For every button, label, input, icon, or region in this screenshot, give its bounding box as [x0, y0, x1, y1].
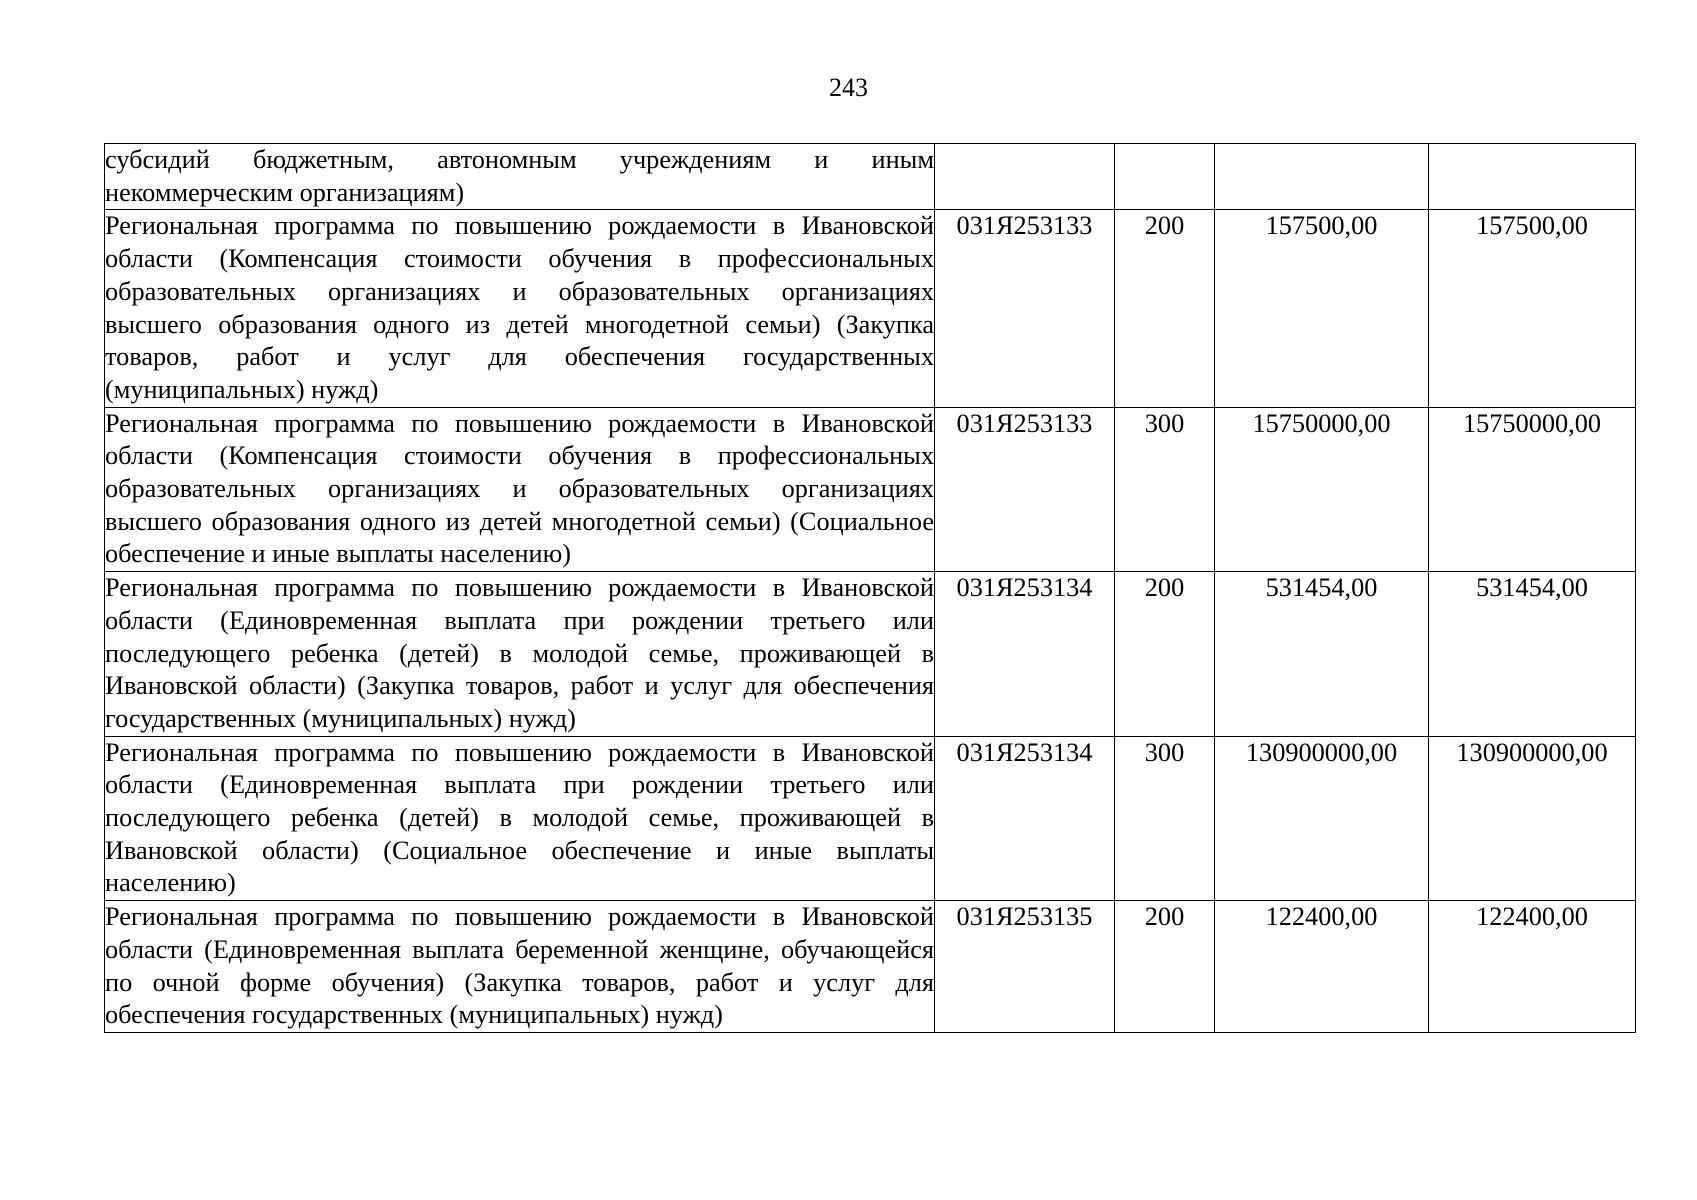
- row-code-cell: [935, 901, 1115, 1033]
- row-name: субсидий бюджетным, автономным учреждениям и иным некоммерческим организациям): [105, 145, 934, 207]
- row-kind: 200: [1144, 902, 1185, 932]
- row-sum1-cell: [1215, 736, 1429, 901]
- row-code: 031Я253135: [956, 902, 1093, 932]
- row-sum1: 15750000,00: [1252, 408, 1391, 438]
- row-name-cell: [105, 572, 935, 737]
- row-sum1-cell: [1215, 144, 1429, 210]
- page-number: 243: [829, 73, 868, 102]
- row-kind: 200: [1144, 211, 1185, 241]
- row-kind-cell: [1115, 572, 1215, 737]
- row-sum2-cell: [1429, 572, 1636, 737]
- row-code-cell: [935, 736, 1115, 901]
- row-sum2: 157500,00: [1476, 211, 1588, 241]
- table-row: [105, 572, 1636, 737]
- row-code-cell: [935, 572, 1115, 737]
- row-name-cell: [105, 736, 935, 901]
- row-code: 031Я253133: [956, 211, 1093, 241]
- row-name-cell: [105, 144, 935, 210]
- row-name-cell: [105, 407, 935, 572]
- row-sum1: 157500,00: [1265, 211, 1378, 241]
- row-sum2: 130900000,00: [1456, 737, 1608, 767]
- row-sum1: 130900000,00: [1245, 737, 1398, 767]
- row-code-cell: [935, 407, 1115, 572]
- row-code: 031Я253134: [956, 573, 1093, 603]
- row-sum2-cell: [1429, 901, 1636, 1033]
- row-code: 031Я253134: [956, 737, 1093, 767]
- row-sum2-cell: [1429, 407, 1636, 572]
- table-row: [105, 901, 1636, 1033]
- row-kind-cell: [1115, 210, 1215, 407]
- row-kind-cell: [1115, 407, 1215, 572]
- row-sum1-cell: [1215, 210, 1429, 407]
- row-sum2-cell: [1429, 144, 1636, 210]
- row-name: Региональная программа по повышению рождаемости в Ивановской области (Компенсация стоимости обучения в профессиональных образовательных организациях и образовательных организациях высшего образования одного из детей многодетной семьи) (Социальное обеспечение и иные выплаты населению): [105, 408, 934, 569]
- row-kind-cell: [1115, 736, 1215, 901]
- row-sum2-cell: [1429, 736, 1636, 901]
- row-kind: 200: [1144, 573, 1185, 603]
- row-sum2: 531454,00: [1476, 573, 1588, 603]
- row-sum2-cell: [1429, 210, 1636, 407]
- row-name: Региональная программа по повышению рождаемости в Ивановской области (Компенсация стоимости обучения в профессиональных образовательных организациях и образовательных организациях высшего образования одного из детей многодетной семьи) (Закупка товаров, работ и услуг для обеспечения государственных (муниципальных) нужд): [105, 211, 934, 404]
- row-sum1: 531454,00: [1265, 573, 1378, 603]
- row-code-cell: [935, 210, 1115, 407]
- table-row: [105, 407, 1636, 572]
- row-kind-cell: [1115, 901, 1215, 1033]
- row-name: Региональная программа по повышению рождаемости в Ивановской области (Единовременная выплата беременной женщине, обучающейся по очной форме обучения) (Закупка товаров, работ и услуг для обеспечения государственных (муниципальных) нужд): [105, 902, 934, 1030]
- row-kind-cell: [1115, 144, 1215, 210]
- row-sum2: 15750000,00: [1462, 408, 1602, 438]
- row-name: Региональная программа по повышению рождаемости в Ивановской области (Единовременная выплата при рождении третьего или последующего ребенка (детей) в молодой семье, проживающей в Ивановской области) (Социальное обеспечение и иные выплаты населению): [105, 737, 934, 898]
- row-kind: 300: [1144, 737, 1185, 767]
- row-sum2: 122400,00: [1476, 902, 1588, 932]
- table-row: [105, 210, 1636, 407]
- row-name-cell: [105, 901, 935, 1033]
- row-sum1-cell: [1215, 901, 1429, 1033]
- table-row: [105, 736, 1636, 901]
- row-name: Региональная программа по повышению рождаемости в Ивановской области (Единовременная выплата при рождении третьего или последующего ребенка (детей) в молодой семье, проживающей в Ивановской области) (Закупка товаров, работ и услуг для обеспечения государственных (муниципальных) нужд): [105, 573, 934, 733]
- row-sum1-cell: [1215, 407, 1429, 572]
- row-sum1-cell: [1215, 572, 1429, 737]
- row-sum1: 122400,00: [1265, 902, 1378, 932]
- row-code-cell: [935, 144, 1115, 210]
- row-code: 031Я253133: [956, 408, 1093, 438]
- table-row: [105, 144, 1636, 210]
- budget-table: [104, 143, 1636, 1033]
- row-name-cell: [105, 210, 935, 407]
- row-kind: 300: [1144, 408, 1185, 438]
